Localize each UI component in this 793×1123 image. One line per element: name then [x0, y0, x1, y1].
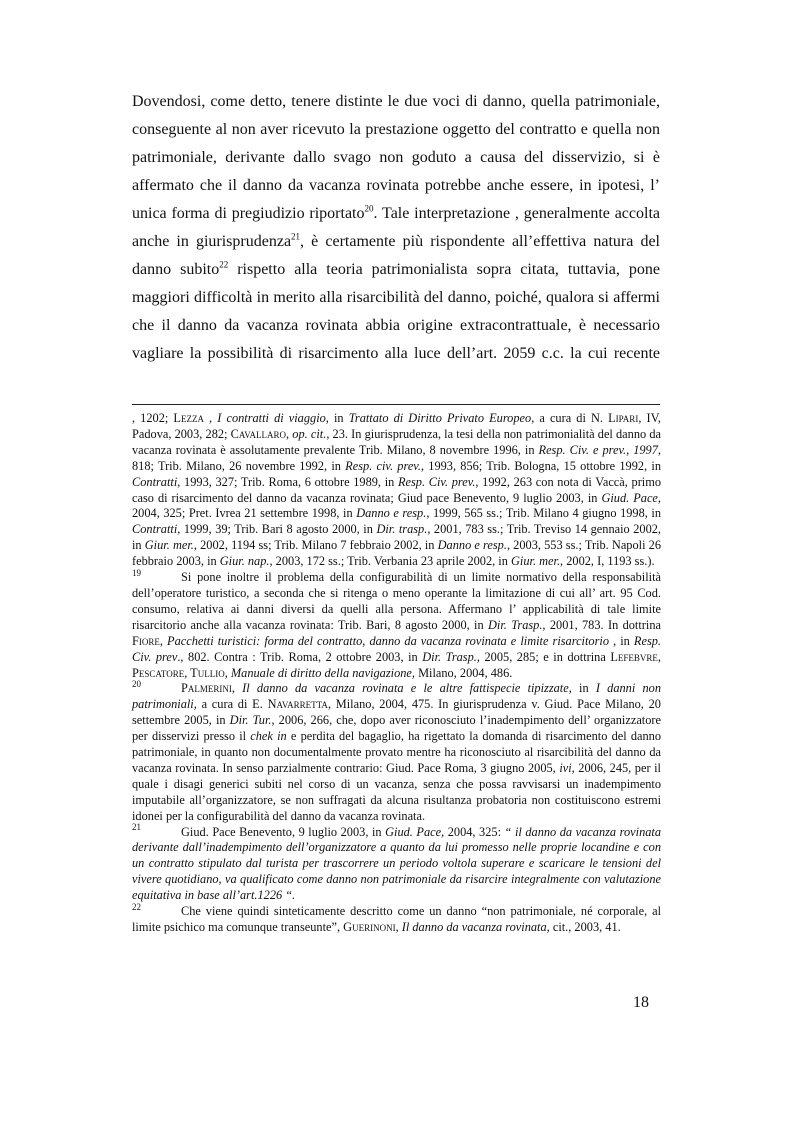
footnote-text-segment: Giur. nap.	[219, 554, 270, 569]
footnote-text-segment: , in	[609, 633, 634, 648]
footnote-ref[interactable]: 22	[219, 259, 229, 270]
footnote-text-segment: Dir. Trasp.,	[488, 617, 546, 632]
footnote-text-segment: , 1993, 327; Trib. Roma, 6 ottobre 1989, in	[177, 474, 398, 489]
footnote-text-segment: a cura di E.	[196, 697, 268, 712]
footnote-text-segment: Lezza	[173, 411, 204, 425]
footnote-text-segment: , 2004, 325; Pret. Ivrea 21 settembre 1998, in	[132, 490, 662, 521]
footnote-text-segment: “ il danno da vacanza rovinata derivante dall’inadempimento dell’organizzatore a quanto da lui promesso nelle proprie locandine e con un contratto stipulato dal turista per trascorrere un periodo voltola superare e scaricare le tensioni del vivere quotidiano, va qualificato come danno non patrimoniale da risarcire integralmente con valutazione equitativa in base all’art.1226 “.	[132, 824, 662, 903]
body-text-segment: danno subito	[132, 261, 220, 278]
footnote-text-segment: Lipari	[608, 411, 639, 425]
footnote-text-segment: , 2006, 266, che, dopo aver riconosciuto l’inadempimento dell’ organizzatore per disservizi presso il	[132, 713, 661, 744]
footnote-text-segment: chek in	[250, 729, 287, 744]
footnote-text-segment: , 2003, 553 ss.; Trib. Napoli 26 febbraio 2003, in	[132, 538, 662, 569]
footnote-19: 19 Si pone inoltre il problema della configurabilità di un limite normativo della responsabilità dell’operatore turistico, a seconda che si ritenga o meno operante la limitazione di cui all’ art. 95 Cod. consumo, relativa ai danni diversi da quelli alla persona. Affermano l’ applicabilità di tale limite risarcitorio anche alla vacanza rovinata: Trib. Bari, 8 agosto 2000, in Dir. Trasp., 2001, 783. In dottrina Fiore, Pacchetti turistici: forma del contratto, danno da vacanza rovinata e limite risarcitorio , in Resp. Civ. prev., 802. Contra : Trib. Roma, 2 ottobre 2003, in Dir. Trasp., 2005, 285; e in dottrina Lefebvre, Pescatore, Tullio, Manuale di diritto della navigazione, Milano, 2004, 486.	[132, 567, 662, 680]
footnote-21: 21 Giud. Pace Benevento, 9 luglio 2003, in Giud. Pace, 2004, 325: “ il danno da vacanza rovinata derivante dall’inadempimento dell’organizzatore a quanto da lui promesso nelle proprie locandine e con un contratto stipulato dal turista per trascorrere un periodo voltola superare e scaricare le tensioni del vivere quotidiano, va qualificato come danno non patrimoniale da risarcire integralmente con valutazione equitativa in base all’art.1226 “.	[132, 822, 662, 903]
body-line: patrimoniale, derivante dallo svago non goduto a causa del disservizio, si è	[132, 149, 660, 166]
footnote-text-segment: Giud. Pace	[601, 490, 658, 505]
footnote-continuation	[132, 411, 661, 570]
footnote-text-segment: , 2004, 325:	[441, 824, 505, 839]
body-line	[132, 200, 660, 228]
footnote-text-segment: Milano, 2004, 486.	[414, 665, 513, 680]
footnote-text-segment: Cavallaro	[230, 426, 287, 441]
footnote-text-segment: Navarretta	[267, 697, 328, 712]
footnote-text-segment: ivi,	[559, 760, 575, 775]
body-line: vagliare la possibilità di risarcimento alla luce dell’art. 2059 c.c. la cui recente	[132, 345, 660, 362]
body-line	[132, 228, 660, 256]
footnote-text-segment: Il danno da vacanza rovinata,	[401, 920, 550, 934]
footnote-text-segment: Trattato di Diritto Privato Europeo	[348, 411, 532, 425]
footnote-text-segment: ,	[159, 633, 168, 648]
footnote-text-segment: ,	[286, 426, 293, 441]
footnote-text-segment: Manuale di diritto della navigazione,	[230, 665, 415, 680]
page-number: 18	[633, 994, 649, 1011]
footnote-text-segment: Dir. Trasp.,	[422, 649, 480, 664]
footnote-text-segment: Palmerini	[181, 681, 232, 696]
body-line: che il danno da vacanza rovinata abbia origine extracontrattuale, è necessario	[132, 317, 660, 334]
footnote-text-segment: Pacchetti turistici: forma del contratto, danno da vacanza rovinata e limite risarcitorio	[167, 633, 609, 648]
footnote-text-segment: , 1999, 565 ss.; Trib. Milano 4 giugno 1998, in	[426, 506, 662, 521]
footnote-text-segment: Il danno da vacanza rovinata e le altre fattispecie tipizzate,	[242, 681, 572, 696]
footnote-text-segment: in	[571, 681, 596, 696]
body-text-segment: , è certamente più rispondente all’effettiva natura del	[300, 233, 661, 250]
footnote-text-segment: ,	[203, 411, 218, 425]
footnote-text-segment: Contratti	[132, 474, 178, 489]
body-line	[132, 256, 660, 284]
body-line: Dovendosi, come detto, tenere distinte le due voci di danno, quella patrimoniale,	[132, 93, 660, 110]
footnote-text-segment: , 1993, 856; Trib. Bologna, 15 ottobre 1992, in	[420, 458, 662, 473]
footnote-text-segment: Danno e resp.	[356, 506, 427, 521]
footnote-text-segment: Resp. Civ. e prev., 1997	[538, 442, 658, 457]
footnote-text-segment: Resp. Civ. prev	[132, 633, 662, 664]
body-text-segment: rispetto alla teoria patrimonialista sopra citata, tuttavia, pone	[228, 261, 661, 278]
footnote-text-segment: I contratti di viaggio,	[217, 411, 329, 425]
footnote-text-segment: , a cura di N.	[531, 411, 609, 425]
footnote-text-segment: , 818; Trib. Milano, 26 novembre 1992, in	[132, 442, 661, 473]
footnote-text-segment: 2005, 285; e in dottrina	[479, 649, 611, 664]
footnote-separator	[132, 404, 660, 405]
body-text-segment: unica forma di pregiudizio riportato	[132, 205, 365, 222]
footnote-text-segment: , 1202;	[132, 411, 174, 425]
footnote-text-segment: , 2001, 783 ss.; Trib. Treviso 14 gennaio 2002, in	[132, 522, 662, 553]
footnote-text-segment: Dir. Tur.	[229, 713, 272, 728]
footnotes	[132, 411, 661, 936]
footnote-ref[interactable]: 21	[291, 231, 301, 242]
footnote-text-segment: Giur. mer.	[144, 538, 194, 553]
footnote-text-segment: Fiore	[132, 633, 160, 648]
body-line: maggiori difficoltà in merito alla risarcibilità del danno, poiché, qualora si affermi	[132, 289, 660, 306]
footnote-text-segment: Contratti	[132, 522, 178, 537]
footnote-text-segment: Resp. Civ. prev.,	[397, 474, 479, 489]
footnote-text-segment: 2006, 245, per il quale i disagi generici subiti nel corso di un vacanza, senza che possa ravvisarsi un inadempimento imputabile all’organizzatore, se non suffragati da alcuna risultanza probatoria non costituiscono estremi idonei per la configurabilità del danno da vacanza rovinata.	[132, 760, 661, 823]
footnote-text-segment: ,	[395, 920, 402, 934]
body-line: conseguente al non aver ricevuto la prestazione oggetto del contratto e quella non	[132, 121, 660, 138]
footnote-text-segment: Giur. mer.	[511, 554, 561, 569]
footnote-text-segment: cit., 2003, 41.	[549, 920, 621, 934]
footnote-text-segment: ,	[224, 665, 231, 680]
main-body-text	[132, 88, 660, 368]
footnote-text-segment: Lefebvre, Pescatore, Tullio	[132, 649, 662, 680]
footnote-text-segment: , 2002, 1194 ss; Trib. Milano 7 febbraio 2002, in	[193, 538, 438, 553]
footnote-22: 22 Che viene quindi sinteticamente descritto come un danno “non patrimoniale, né corporale, al limite psichico ma comunque transeunte”, Guerinoni, Il danno da vacanza rovinata, cit., 2003, 41.	[132, 901, 661, 934]
footnote-text-segment: , 2003, 172 ss.; Trib. Verbania 23 aprile 2002, in	[269, 554, 511, 569]
footnote-text-segment: Giud. Pace	[385, 824, 442, 839]
footnote-text-segment: Danno e resp.	[437, 538, 507, 553]
footnote-text-segment: op. cit.	[292, 426, 327, 441]
footnote-text-segment: in	[328, 411, 349, 425]
footnote-text-segment: 1992, 263 con nota di Vaccà, primo caso di risarcimento del danno da vacanza rovinata; Giud pace Benevento, 9 luglio 2003, in	[132, 474, 662, 505]
footnote-text-segment: ,	[231, 681, 243, 696]
footnote-text-segment: , IV, Padova, 2003, 282;	[132, 411, 662, 441]
body-text-segment: . Tale interpretazione , generalmente accolta	[373, 205, 660, 222]
footnote-text-segment: , 1999, 39; Trib. Bari 8 agosto 2000, in	[177, 522, 377, 537]
footnote-text-segment: Che viene quindi sinteticamente descritto come un danno “non patrimoniale, né corporale, al limite psichico ma comunque transeunte”,	[132, 904, 661, 934]
body-line: affermato che il danno da vacanza rovinata potrebbe anche essere, in ipotesi, l’	[132, 177, 660, 194]
footnote-text-segment: Dir. trasp.	[376, 522, 428, 537]
footnote-text-segment: Resp. civ. prev.	[345, 458, 421, 473]
footnote-text-segment: Giud. Pace Benevento, 9 luglio 2003, in	[181, 824, 386, 839]
footnote-text-segment: e perdita del bagaglio, ha rigettato la domanda di risarcimento del danno patrimoniale, in quanto non documentalmente provato mentre ha riconosciuto al risarcibilità del danno da vacanza rovinata. In senso parzialmente contrario: Giud. Pace Roma, 3 giugno 2005,	[132, 729, 662, 775]
footnote-text-segment: I danni non patrimoniali,	[132, 681, 662, 712]
body-text-segment: anche in giurisprudenza	[132, 233, 292, 250]
footnote-text-segment: 2001, 783. In dottrina	[545, 617, 661, 632]
footnote-text-segment: , Milano, 2004, 475. In giurisprudenza v. Giud. Pace Milano, 20 settembre 2005, in	[132, 697, 661, 728]
footnote-20: 20 Palmerini, Il danno da vacanza rovinata e le altre fattispecie tipizzate, in I danni non patrimoniali, a cura di E. Navarretta, Milano, 2004, 475. In giurisprudenza v. Giud. Pace Milano, 20 settembre 2005, in Dir. Tur., 2006, 266, che, dopo aver riconosciuto l’inadempimento dell’ organizzatore per disservizi presso il chek in e perdita del bagaglio, ha rigettato la domanda di risarcimento del danno patrimoniale, in quanto non documentalmente provato mentre ha riconosciuto al risarcibilità del danno da vacanza rovinata. In senso parzialmente contrario: Giud. Pace Roma, 3 giugno 2005, ivi, 2006, 245, per il quale i disagi generici subiti nel corso di un vacanza, senza che possa ravvisarsi un inadempimento imputabile all’organizzatore, se non suffragati da alcuna risultanza probatoria non costituiscono estremi idonei per la configurabilità del danno da vacanza rovinata.	[132, 679, 662, 823]
footnote-text-segment: Si pone inoltre il problema della configurabilità di un limite normativo della responsabilità dell’operatore turistico, a seconda che si ritenga o meno operante la limitazione di cui all’ art. 95 Cod. consumo, relativa ai danni diversi da quelli alla persona. Affermano l’ applicabilità di tale limite risarcitorio anche alla vacanza rovinata: Trib. Bari, 8 agosto 2000, in	[132, 570, 661, 632]
footnote-text-segment: ., 802. Contra : Trib. Roma, 2 ottobre 2003, in	[177, 649, 423, 664]
footnote-text-segment: Guerinoni	[343, 920, 396, 934]
footnote-text-segment: , 2002, I, 1193 ss.).	[560, 554, 655, 569]
footnote-ref[interactable]: 20	[364, 203, 374, 214]
footnote-text-segment: , 23. In giurisprudenza, la tesi della non patrimonialità del danno da vacanza rovinata è assolutamente prevalente Trib. Milano, 8 novembre 1996, in	[132, 426, 661, 457]
